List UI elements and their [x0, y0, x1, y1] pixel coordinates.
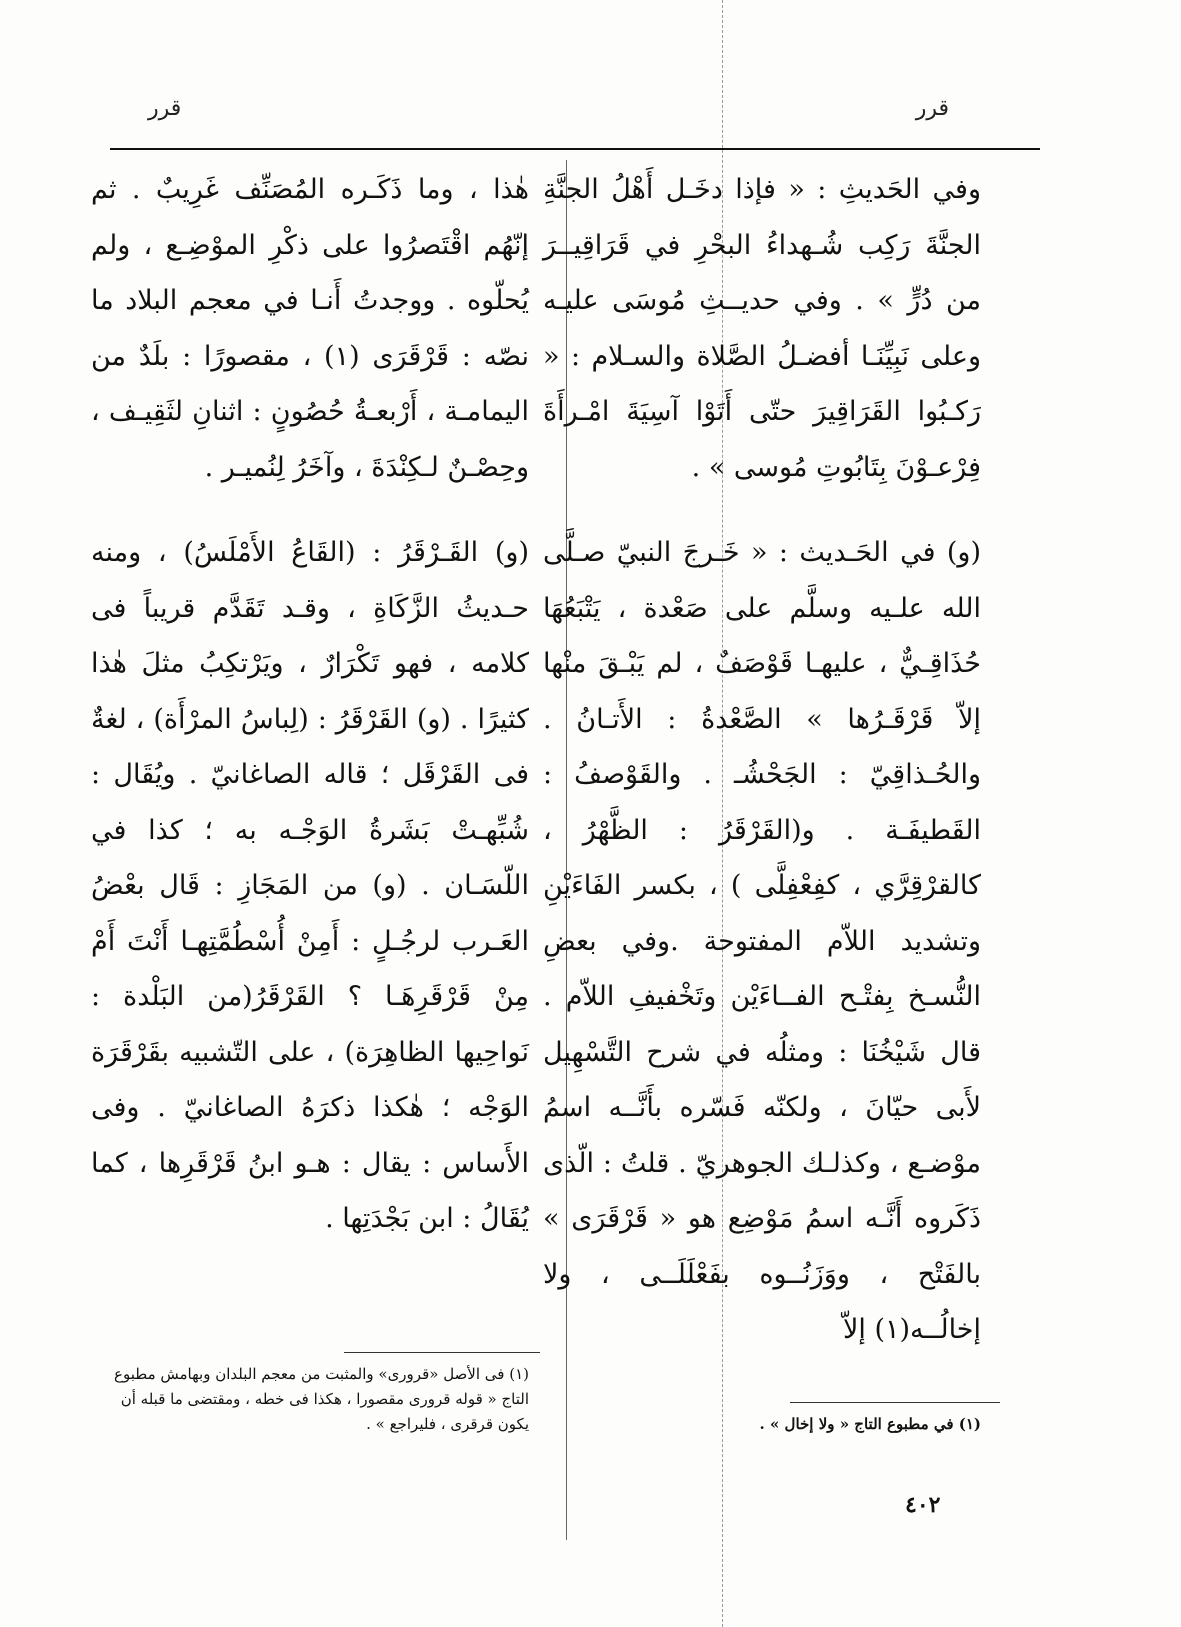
- footnote-left: (١) فى الأصل «قرورى» والمثبت من معجم البلدان وبهامش مطبوع التاج « قوله قرورى مقصورا ، هكذا فى خطه ، ومقتضى ما قبله أن يكون قرقرى ، فليراجع » .: [114, 1365, 529, 1433]
- running-header-left: قرر: [148, 96, 182, 121]
- footnote-right: (١) في مطبوع التاج « ولا إخال » .: [759, 1415, 981, 1433]
- left-paragraph-1: هٰذا ، وما ذَكَـره المُصَنِّف غَرِيبٌ . ثم إنّهُم اقْتَصرُوا على ذكْرِ الموْضِـع ، ولم يُحلّوه . ووجدتُ أَنـا في معجم البلاد ما نصّه : قَرْقَرَى (١) ، مقصورًا : بلَدٌ من اليمامـة ، أَرْبعـةُ حُصُونٍ : اثنانِ لثَقِيـف ، وحِصْـنٌ لـكِنْدَةَ ، وآخَرُ لِنُميـر .: [91, 174, 530, 483]
- footnote-rule-left: [344, 1352, 540, 1353]
- page-number: ٤٠٢: [905, 1492, 941, 1518]
- header-rule: [110, 148, 1040, 150]
- running-header-right: قرر: [915, 96, 949, 121]
- right-column: [543, 162, 981, 1358]
- left-paragraph-2: (و) القَـرْقَرُ : (القَاعُ الأَمْلَسُ) ، ومنه حـديثُ الزَّكَاةِ ، وقـد تَقَدَّم قريباً فى كلامه ، فهو تَكْرَارٌ ، ويَرْتكِبُ مثلَ هٰذا كثيرًا . (و) القَرْقَرُ : (لِباسُ المرْأَة) ، لغةٌ فى القَرْقَل ؛ قاله الصاغانيّ . ويُقَال : شُبِّهـتْ بَشَرةُ الوَجْـه به ؛ كذا في اللّسَـان . (و) من المَجَازِ : قَال بعْضُ العَـرب لرجُـلٍ : أَمِنْ أُسْطُمَّتِهـا أَنْتَ أَمْ مِنْ قَرْقَرِهَـا ؟ القَرْقَرُ(من البَلْدة : نَواحِيها الظاهِرَة) ، على التّشبيه بقَرْقَرَة الوَجْه ؛ هٰكذا ذكرَهُ الصاغانيّ . وفى الأَساس : يقال : هـو ابنُ قَرْقَرِها ، كما يُقَالُ : ابن بَجْدَتِها .: [91, 537, 529, 1234]
- left-column: [91, 162, 529, 1247]
- footnote-rule-right: [790, 1402, 1000, 1403]
- right-paragraph-1: وفي الحَديثِ : « فإذا دخَـل أَهْلُ الجنَّةِ الجنَّةَ رَكِب شُـهداءُ البحْرِ في قَرَاقِيــرَ من دُرٍّ » . وفي حديــثِ مُوسَى عليـه وعلى نَبِيِّنَـا أفضـلُ الصَّلاة والسـلام : « رَكـبُوا القَرَاقِيرَ حتّى أَتَوْا آسِيَةَ امْـرأَةَ فِرْعـوْنَ بِتَابُوتِ مُوسى » .: [543, 174, 981, 483]
- right-paragraph-2: (و) في الحَـديث : « خَـرجَ النبيّ صـلَّى الله علـيه وسلَّم على صَعْدة ، يَتْبَعُهَا حُذَاقِـيٌّ ، عليهـا قَوْصَفٌ ، لم يَبْـقَ منْها إلاّ قَرْقَـرُها » الصَّعْدةُ : الأَتـانُ . والحُـذاقِيّ : الجَحْشُـ . والقَوْصفُ : القَطيفَـة . و(القَرْقَرُ : الظَّهْرُ ، كالقرْقِرَّي ، كفِعْفِلَّى ) ، بكسر الفَاءَيْنِ وتشديد اللاّم المفتوحة .وفي بعضِ النُّسـخ بِفتْـح الفــاءَيْن وتَخْفيفِ اللاّم . قال شَيْخُنَا : ومثلُه في شرح التَّسْهِيل لأَبى حيّانَ ، ولكنّه فَسّره بأَنَّــه اسمُ موْضـع ، وكذلـك الجوهريّ . قلتُ : الّذى ذَكَروه أَنَّـه اسمُ مَوْضِع هو « قَرْقَرَى » بالفَتْح ، ووَزَنُــوه بفَعْلَلَــى ، ولا إخالُــه(١) إلاّ: [543, 537, 981, 1345]
